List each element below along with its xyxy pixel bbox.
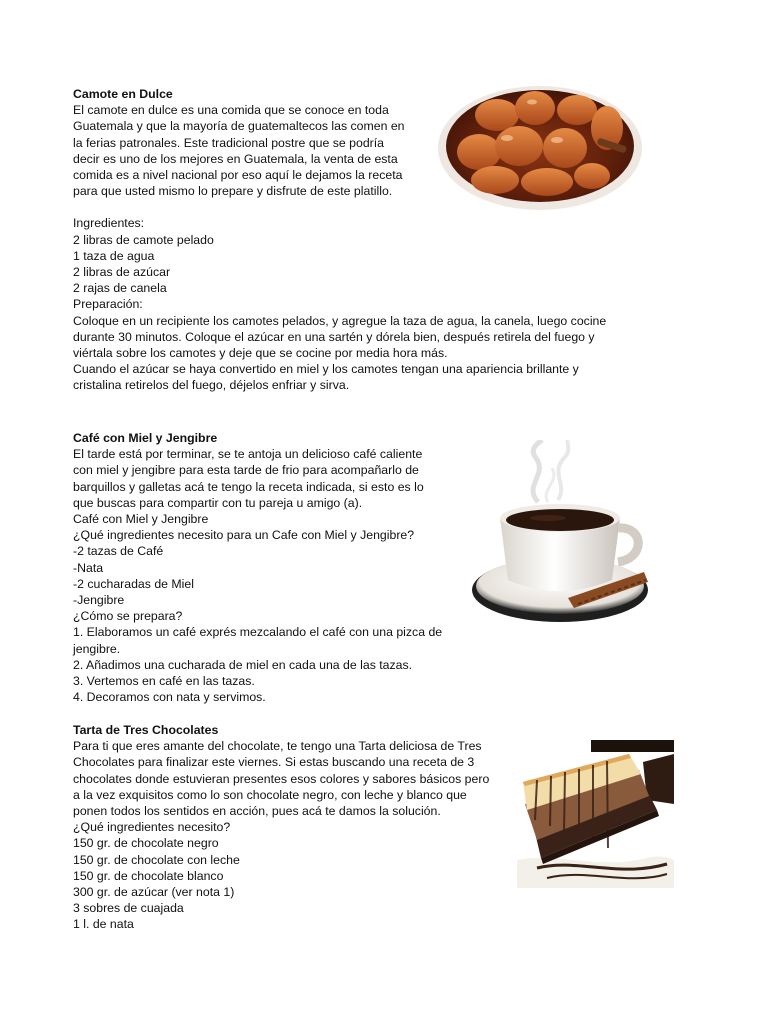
intro-line: decir es uno de los mejores en Guatemala, la venta de esta	[73, 151, 398, 166]
ingredient-item: 2 libras de azúcar	[73, 265, 171, 280]
step-line: 4. Decoramos con nata y servimos.	[73, 690, 266, 705]
ingredient-item: -Nata	[73, 560, 104, 575]
step-line: 3. Vertemos en café en las tazas.	[73, 674, 255, 689]
ingredients-question: ¿Qué ingredientes necesito?	[73, 820, 231, 835]
preparation-line: durante 30 minutos. Coloque el azúcar en una sartén y dórela bien, después retirela del fuego y	[73, 329, 595, 344]
intro-line: Chocolates para finalizar este viernes. Si estas buscando una receta de 3	[73, 755, 475, 770]
intro-line: la ferias patronales. Este tradicional postre que se podría	[73, 135, 385, 150]
intro-line: a la vez exquisitos como lo son chocolate negro, con leche y blanco que	[73, 787, 467, 802]
ingredients-question: ¿Qué ingredientes necesito para un Cafe con Miel y Jengibre?	[73, 528, 415, 543]
cafe-cup-photo	[468, 440, 650, 630]
intro-line: Guatemala y que la mayoría de guatemaltecos las comen en	[73, 119, 405, 134]
preparation-line: Coloque en un recipiente los camotes pelados, y agregue la taza de agua, la canela, luego cocine	[73, 313, 607, 328]
ingredient-item: 300 gr. de azúcar (ver nota 1)	[73, 885, 235, 900]
tarta-chocolate-photo	[517, 740, 674, 888]
intro-line: comida es a nivel nacional por eso aquí le dejamos la receta	[73, 168, 403, 183]
recipe-subtitle: Café con Miel y Jengibre	[73, 512, 209, 527]
intro-line: El camote en dulce es una comida que se conoce en toda	[73, 103, 389, 118]
preparation-line: cristalina retirelos del fuego, déjelos enfriar y sirva.	[73, 378, 350, 393]
ingredient-item: 2 libras de camote pelado	[73, 232, 214, 247]
step-line: 2. Añadimos una cucharada de miel en cada una de las tazas.	[73, 657, 413, 672]
intro-line: ponen todos los sentidos en acción, pues acá te damos la solución.	[73, 804, 441, 819]
ingredient-item: -2 tazas de Café	[73, 544, 164, 559]
intro-line: chocolates donde estuvieran presentes esos colores y sabores básicos pero	[73, 771, 490, 786]
ingredient-item: 2 rajas de canela	[73, 281, 167, 296]
recipe-title: Camote en Dulce	[73, 87, 173, 101]
recipe-tarta	[73, 722, 489, 933]
recipe-cafe	[73, 430, 442, 705]
intro-line: con miel y jengibre para esta tarde de frio para acompañarlo de	[73, 463, 419, 478]
preparation-line: Cuando el azúcar se haya convertido en miel y los camotes tengan una apariencia brillante y	[73, 362, 579, 377]
preparation-line: viértala sobre los camotes y deje que se cocine por media hora más.	[73, 346, 448, 361]
recipe-title: Tarta de Tres Chocolates	[73, 723, 219, 737]
intro-line: para que usted mismo lo prepare y disfrute de este platillo.	[73, 184, 393, 199]
preparation-heading: Preparación:	[73, 297, 143, 312]
ingredient-item: 150 gr. de chocolate negro	[73, 836, 219, 851]
intro-line: Para ti que eres amante del chocolate, te tengo una Tarta deliciosa de Tres	[73, 739, 482, 754]
camote-dulce-photo	[437, 80, 643, 210]
recipe-title: Café con Miel y Jengibre	[73, 431, 218, 445]
ingredient-item: 1 l. de nata	[73, 917, 134, 932]
ingredients-heading: Ingredientes:	[73, 216, 145, 231]
step-line: jengibre.	[73, 641, 121, 656]
ingredient-item: 150 gr. de chocolate blanco	[73, 868, 224, 883]
ingredient-item: 1 taza de agua	[73, 248, 155, 263]
preparation-question: ¿Cómo se prepara?	[73, 609, 183, 624]
step-line: 1. Elaboramos un café exprés mezcalando el café con una pizca de	[73, 625, 443, 640]
intro-line: El tarde está por terminar, se te antoja un delicioso café caliente	[73, 447, 423, 462]
ingredient-item: 150 gr. de chocolate con leche	[73, 852, 240, 867]
ingredient-item: -2 cucharadas de Miel	[73, 576, 194, 591]
intro-line: barquillos y galletas acá te tengo la receta indicada, si esto es lo	[73, 479, 424, 494]
ingredient-item: 3 sobres de cuajada	[73, 901, 184, 916]
intro-line: que buscas para compartir con tu pareja u amigo (a).	[73, 495, 363, 510]
ingredient-item: -Jengibre	[73, 593, 125, 608]
